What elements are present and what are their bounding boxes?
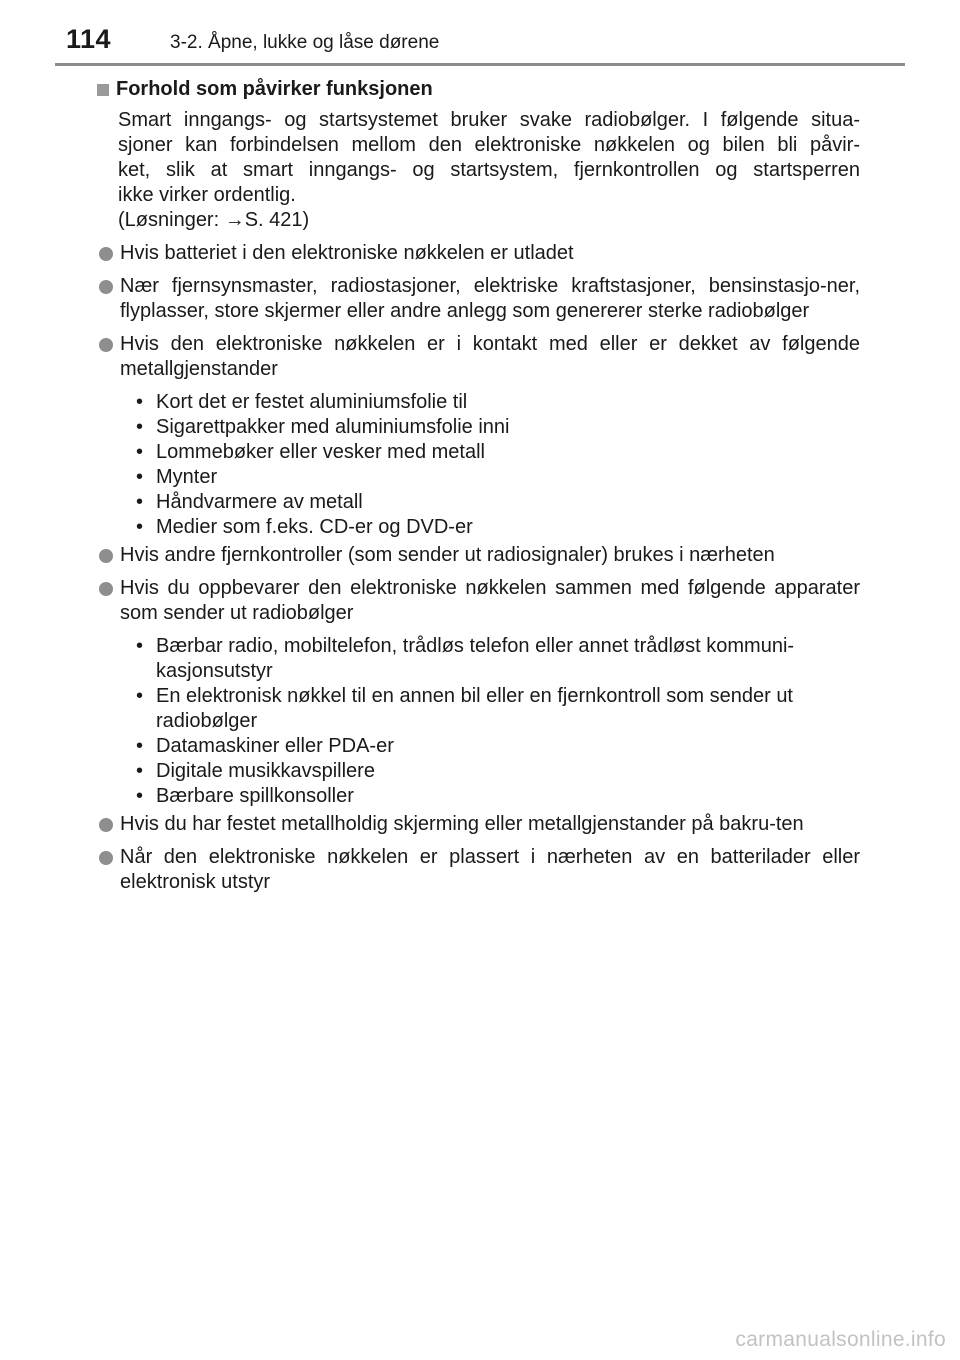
list-item [97,812,860,837]
intro-line: ikke virker ordentlig. [118,184,296,206]
list-item-text: Når den elektroniske nøkkelen er plassert i nærheten av en batterilader eller elektronisk utstyr [120,846,860,893]
header-rule [55,63,905,66]
sub-list-item-text: Sigarettpakker med aluminiumsfolie inni [156,416,510,438]
circle-bullet-icon [99,338,113,352]
sub-list-item-text: Bærbare spillkonsoller [156,785,354,807]
sub-bullet: • [136,516,144,538]
list-item-text: Hvis batteriet i den elektroniske nøkkelen er utladet [120,242,574,264]
list-item [97,241,860,266]
list-item [97,543,860,568]
subsection-heading [97,77,860,102]
list-item [97,274,860,324]
list-item [97,332,860,382]
sub-list-item [136,490,860,515]
page-header [0,0,960,64]
heading-text: Forhold som påvirker funksjonen [116,78,433,100]
list-item [97,845,860,895]
radio-devices-list [97,634,860,809]
sub-list-item-text: Håndvarmere av metall [156,491,363,513]
intro-line: Smart inngangs- og startsystemet bruker svake radiobølger. I følgende situa- [118,109,860,131]
sub-bullet: • [136,391,144,413]
sub-list-item [136,734,860,759]
intro-line: sjoner kan forbindelsen mellom den elektroniske nøkkelen og bilen bli påvir- [118,134,860,156]
sub-list-item [136,440,860,465]
intro-line: ket, slik at smart inngangs- og startsystem, fjernkontrollen og startsperren [118,159,860,181]
sub-bullet: • [136,760,144,782]
circle-bullet-icon [99,247,113,261]
sub-bullet: • [136,491,144,513]
sub-bullet: • [136,441,144,463]
sub-bullet: • [136,685,144,707]
sub-list-item [136,415,860,440]
circle-bullet-icon [99,280,113,294]
intro-paragraph [97,108,860,233]
sub-bullet: • [136,735,144,757]
page-number: 114 [66,24,112,54]
sub-list-item [136,634,860,684]
sub-list-item [136,784,860,809]
sub-bullet: • [136,785,144,807]
sub-list-item [136,684,860,734]
sub-list-item [136,390,860,415]
circle-bullet-icon [99,549,113,563]
sub-list-item [136,515,860,540]
sub-list-item-text: Medier som f.eks. CD-er og DVD-er [156,516,473,538]
list-item-text: Nær fjernsynsmaster, radiostasjoner, elektriske kraftstasjoner, bensinstasjo-ner, flyplasser, store skjermer eller andre anlegg som genererer sterke radiobølger [120,275,860,322]
sub-list-item-text: En elektronisk nøkkel til en annen bil eller en fjernkontroll som sender ut radiobølger [156,685,793,732]
sub-bullet: • [136,416,144,438]
solutions-reference: (Løsninger: →S. 421) [118,209,310,231]
sub-list-item [136,465,860,490]
list-item-text: Hvis den elektroniske nøkkelen er i kontakt med eller er dekket av følgende metallgjenstander [120,333,860,380]
watermark: carmanualsonline.info [735,1328,946,1351]
square-bullet-icon [97,84,109,96]
sub-list-item-text: Datamaskiner eller PDA-er [156,735,394,757]
main-content [97,77,860,895]
sub-bullet: • [136,635,144,657]
list-item-text: Hvis du har festet metallholdig skjerming eller metallgjenstander på bakru-ten [120,813,804,835]
sub-list-item-text: Kort det er festet aluminiumsfolie til [156,391,468,413]
sub-list-item-text: Bærbar radio, mobiltelefon, trådløs telefon eller annet trådløst kommuni-kasjonsutstyr [156,635,795,682]
list-item [97,576,860,626]
circle-bullet-icon [99,851,113,865]
sub-list-item [136,759,860,784]
section-title: 3-2. Åpne, lukke og låse dørene [170,32,440,53]
list-item-text: Hvis andre fjernkontroller (som sender ut radiosignaler) brukes i nærheten [120,544,775,566]
sub-list-item-text: Digitale musikkavspillere [156,760,375,782]
sub-list-item-text: Lommebøker eller vesker med metall [156,441,485,463]
metal-objects-list [97,390,860,540]
sub-list-item-text: Mynter [156,466,218,488]
circle-bullet-icon [99,582,113,596]
sub-bullet: • [136,466,144,488]
list-item-text: Hvis du oppbevarer den elektroniske nøkkelen sammen med følgende apparater som sender ut radiobølger [120,577,860,624]
circle-bullet-icon [99,818,113,832]
